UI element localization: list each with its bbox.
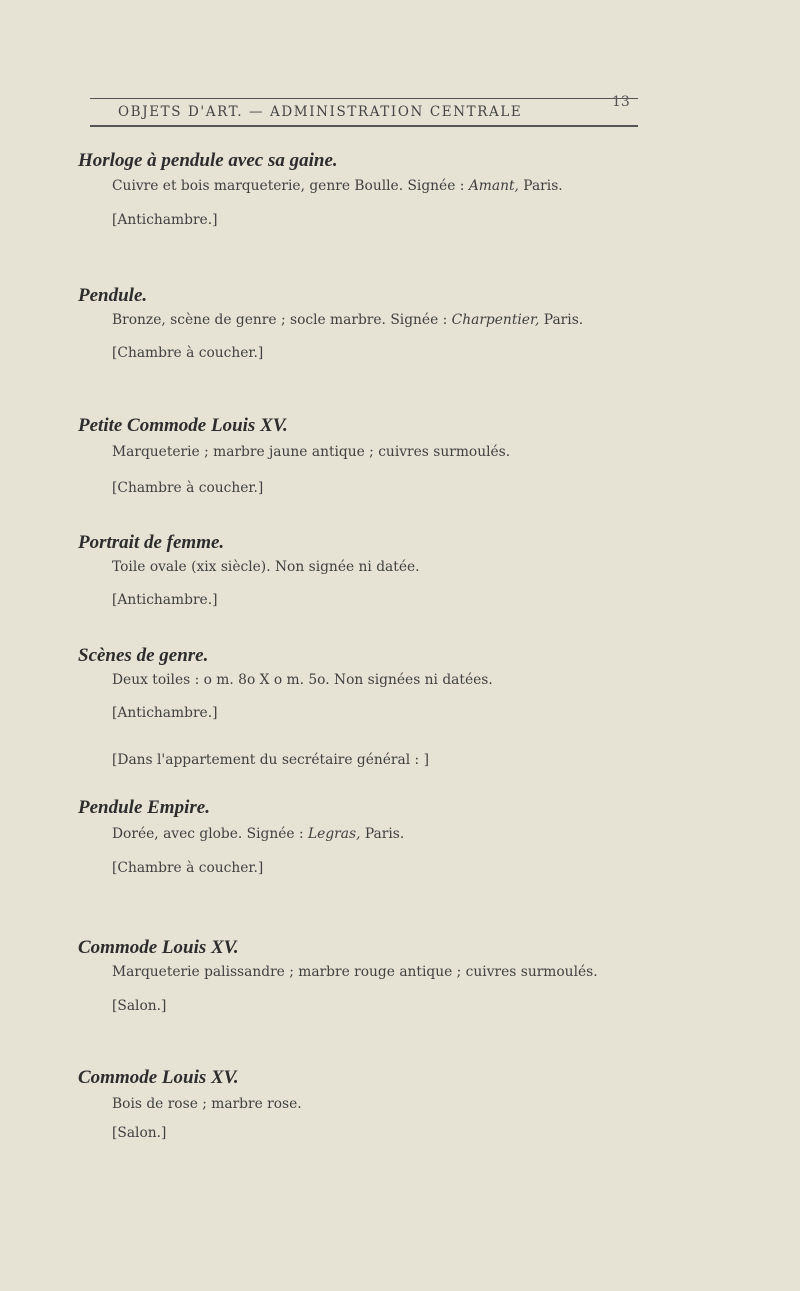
entry-title: Commode Louis XV.: [78, 937, 239, 958]
header-rule-bottom: [90, 125, 638, 127]
entry-location: [Chambre à coucher.]: [112, 860, 264, 876]
entry-location: [Salon.]: [112, 1125, 167, 1141]
entry-location: [Antichambre.]: [112, 705, 218, 721]
entry-description: Deux toiles : o m. 8o X o m. 5o. Non signées ni datées.: [112, 672, 493, 688]
signer-name: Amant,: [468, 178, 519, 194]
section-note: [Dans l'appartement du secrétaire général : ]: [112, 752, 429, 768]
description-end: Paris.: [518, 178, 563, 194]
entry-description: [112, 826, 404, 842]
entry-description: [112, 312, 583, 328]
description-end: Paris.: [539, 312, 584, 328]
page-number: 13: [612, 94, 630, 110]
entry-location: [Chambre à coucher.]: [112, 345, 264, 361]
entry-description: Bois de rose ; marbre rose.: [112, 1096, 302, 1112]
signer-name: Charpentier,: [451, 312, 540, 328]
entry-title: Pendule.: [78, 285, 148, 306]
description-end: Paris.: [360, 826, 405, 842]
description-text: Cuivre et bois marqueterie, genre Boulle. Signée :: [112, 178, 469, 194]
entry-description: Toile ovale (xix siècle). Non signée ni datée.: [112, 559, 420, 575]
entry-title: Horloge à pendule avec sa gaine.: [78, 150, 338, 171]
entry-location: [Antichambre.]: [112, 592, 218, 608]
entry-title: Petite Commode Louis XV.: [78, 415, 288, 436]
entry-title: Pendule Empire.: [78, 797, 210, 818]
entry-title: Scènes de genre.: [78, 645, 209, 666]
entry-description: [112, 178, 563, 194]
description-text: Dorée, avec globe. Signée :: [112, 826, 309, 842]
entry-description: Marqueterie palissandre ; marbre rouge antique ; cuivres surmoulés.: [112, 964, 598, 980]
header-rule-top: [90, 98, 638, 99]
entry-location: [Antichambre.]: [112, 212, 218, 228]
entry-title: Commode Louis XV.: [78, 1067, 239, 1088]
entry-location: [Chambre à coucher.]: [112, 480, 264, 496]
running-header: OBJETS D'ART. — ADMINISTRATION CENTRALE: [118, 104, 523, 120]
entry-title: Portrait de femme.: [78, 532, 225, 553]
entry-location: [Salon.]: [112, 998, 167, 1014]
description-text: Bronze, scène de genre ; socle marbre. Signée :: [112, 312, 452, 328]
entry-description: Marqueterie ; marbre jaune antique ; cuivres surmoulés.: [112, 444, 511, 460]
signer-name: Legras,: [308, 826, 361, 842]
